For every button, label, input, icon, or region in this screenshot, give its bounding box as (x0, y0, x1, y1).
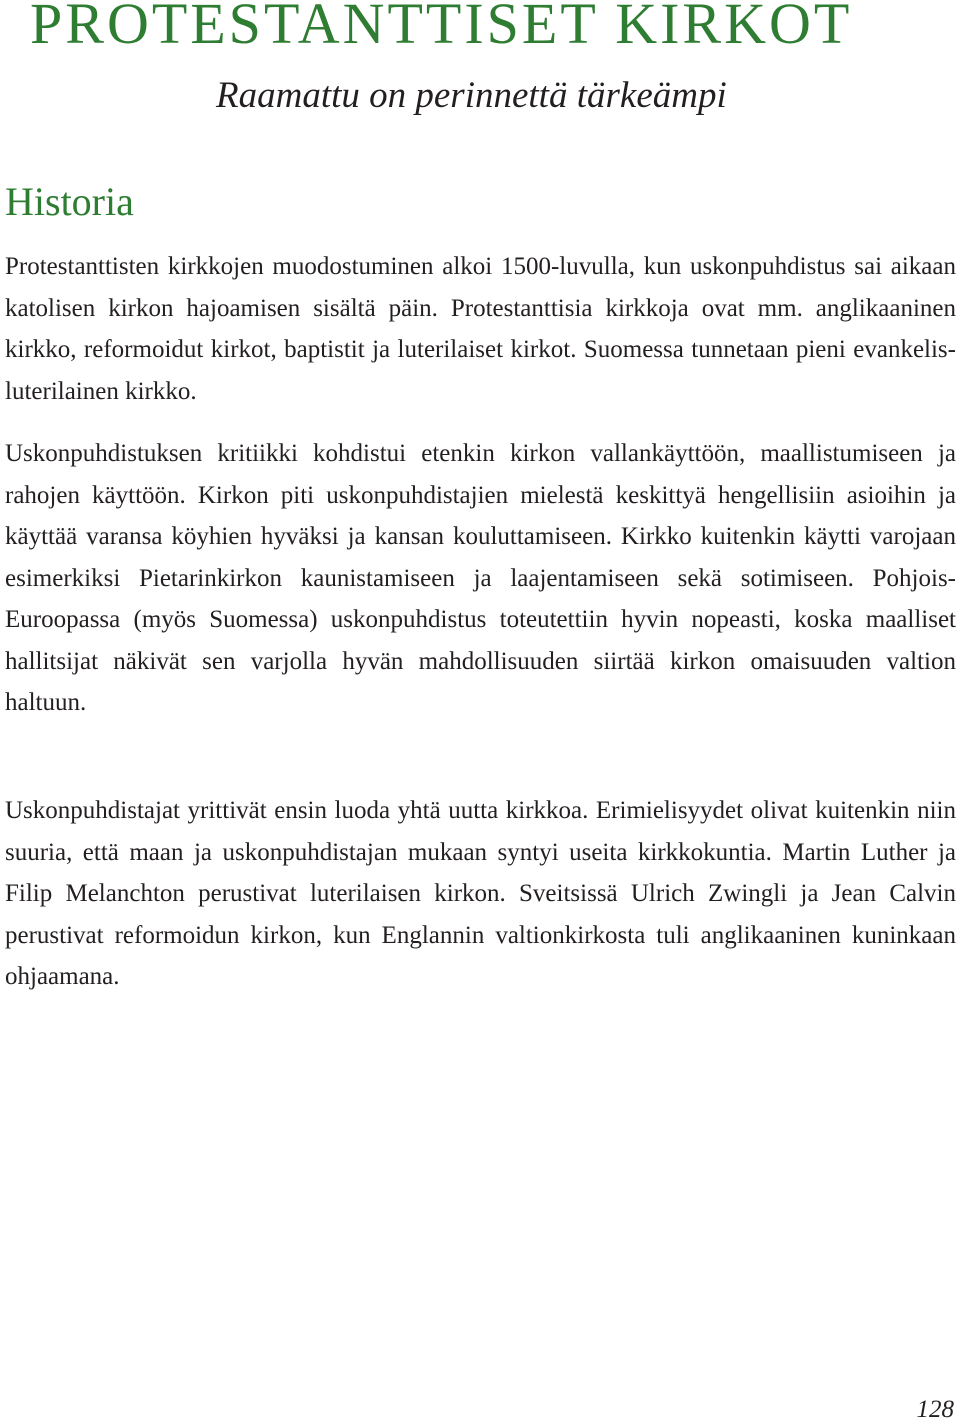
page-number: 128 (916, 1396, 954, 1423)
paragraph-2: Uskonpuhdistuksen kritiikki kohdistui etenkin kirkon vallankäyttöön, maallistumiseen ja rahojen käyttöön. Kirkon piti uskonpuhdistajien mielestä keskittyä hengellisiin asioihin ja käyttää varansa köyhien hyväksi ja kansan kouluttamiseen. Kirkko kuitenkin käytti varojaan esimerkiksi Pietarinkirkon kaunistamiseen ja laajentamiseen sekä sotimiseen. Pohjois-Euroopassa (myös Suomessa) uskonpuhdistus toteutettiin hyvin nopeasti, koska maalliset hallitsijat näkivät sen varjolla hyvän mahdollisuuden siirtää kirkon omaisuuden valtion haltuun. (5, 440, 956, 716)
paragraph-3: Uskonpuhdistajat yrittivät ensin luoda yhtä uutta kirkkoa. Erimielisyydet olivat kuitenkin niin suuria, että maan ja uskonpuhdistajan mukaan syntyi useita kirkkokuntia. Martin Luther ja Filip Melanchton perustivat luterilaisen kirkon. Sveitsissä Ulrich Zwingli ja Jean Calvin perustivat reformoidun kirkon, kun Englannin valtionkirkosta tuli anglikaaninen kuninkaan ohjaamana. (5, 797, 956, 990)
page-title: PROTESTANTTISET KIRKOT (30, 0, 853, 56)
paragraph-1: Protestanttisten kirkkojen muodostuminen alkoi 1500-luvulla, kun uskonpuhdistus sai aikaan katolisen kirkon hajoamisen sisältä päin. Protestanttisia kirkkoja ovat mm. anglikaaninen kirkko, reformoidut kirkot, baptistit ja luterilaiset kirkot. Suomessa tunnetaan pieni evankelis-luterilainen kirkko. (5, 253, 956, 405)
page-subtitle: Raamattu on perinnettä tärkeämpi (216, 75, 727, 116)
section-heading-historia: Historia (5, 179, 134, 224)
